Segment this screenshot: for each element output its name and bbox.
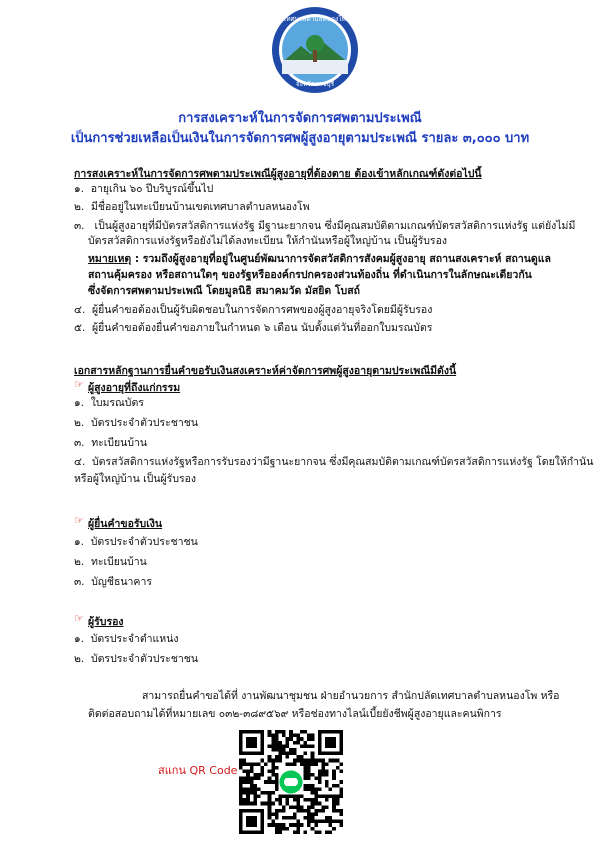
certifier-item-2: ๒. บัตรประจำตัวประชาชน — [74, 653, 199, 665]
deceased-item-2: ๒. บัตรประจำตัวประชาชน — [74, 417, 199, 429]
qr-code[interactable] — [239, 730, 343, 834]
criteria-item-1: ๑. อายุเกิน ๖๐ ปีบริบูรณ์ขึ้นไป — [74, 183, 214, 195]
documents-heading: เอกสารหลักฐานการยื่นคำขอรับเงินสงเคราะห์ค่าจัดการศพผู้สูงอายุตามประเพณีมีดังนี้ — [74, 365, 457, 377]
title-line-2: เป็นการช่วยเหลือเป็นเงินในการจัดการศพผู้สูงอายุตามประเพณี รายละ ๓,๐๐๐ บาท — [70, 131, 530, 146]
deceased-item-3: ๓. ทะเบียนบ้าน — [74, 437, 148, 449]
contact-line-1: สามารถยื่นคำขอได้ที่ งานพัฒนาชุมชน ฝ่ายอำนวยการ สำนักปลัดเทศบาลตำบลหนองโพ หรือ — [142, 690, 560, 702]
applicant-item-1: ๑. บัตรประจำตัวประชาชน — [74, 536, 198, 548]
seal-bottom-text: จังหวัดราชบุรี — [295, 80, 335, 88]
deceased-label: ผู้สูงอายุที่ถึงแก่กรรม — [88, 382, 181, 394]
seal-top-text: เทศบาลตำบลหนองโพ — [284, 15, 346, 23]
criteria-heading: การสงเคราะห์ในการจัดการศพตามประเพณีผู้สูงอายุที่ต้องตาย ต้องเข้าหลักเกณฑ์ดังต่อไปนี้ — [74, 168, 482, 180]
note-line-2: สถานคุ้มครอง หรือสถานใดๆ ของรัฐหรือองค์กรปกครองส่วนท้องถิ่น ที่ดำเนินการในลักษณะเดียวกัน — [88, 269, 532, 281]
applicant-item-3: ๓. บัญชีธนาคาร — [74, 576, 152, 588]
criteria-item-3: ๓. เป็นผู้สูงอายุที่มีบัตรสวัสดิการแห่งรัฐ มีฐานะยากจน ซึ่งมีคุณสมบัติตามเกณฑ์บัตรสวัสดิการแห่งรัฐ แต่ยังไม่มี — [74, 220, 576, 232]
contact-line-2: ติดต่อสอบถามได้ที่หมายเลข ๐๓๒-๓๘๙๕๖๙ หรือช่องทางไลน์เบี้ยยังชีพผู้สูงอายุและคนพิการ — [88, 708, 502, 720]
qr-label: สแกน QR Code — [158, 764, 238, 777]
applicant-label: ผู้ยื่นคำขอรับเงิน — [88, 518, 163, 530]
note-line-3: ซึ่งจัดการศพตามประเพณี โดยมูลนิธิ สมาคมวัด มัสยิด โบสถ์ — [88, 285, 360, 297]
applicant-item-2: ๒. ทะเบียนบ้าน — [74, 556, 147, 568]
certifier-item-1: ๑. บัตรประจำตำแหน่ง — [74, 633, 179, 645]
criteria-item-5: ๕. ผู้ยื่นคำขอต้องยื่นคำขอภายในกำหนด ๖ เดือน นับตั้งแต่วันที่ออกใบมรณบัตร — [74, 322, 433, 334]
deceased-item-4: ๔. บัตรสวัสดิการแห่งรัฐหรือการรับรองว่ามีฐานะยากจน ซึ่งมีคุณสมบัติตามเกณฑ์บัตรสวัสดิการแห่งรัฐ โดยให้กำนัน — [74, 456, 594, 468]
criteria-item-2: ๒. มีชื่ออยู่ในทะเบียนบ้านเขตเทศบาลตำบลหนองโพ — [74, 201, 310, 213]
deceased-item-1: ๑. ใบมรณบัตร — [74, 397, 144, 409]
note-label: หมายเหตุ — [88, 253, 132, 265]
certifier-label: ผู้รับรอง — [88, 616, 124, 628]
municipality-seal — [271, 6, 359, 94]
note-line-1: หมายเหตุ : รวมถึงผู้สูงอายุที่อยู่ในศูนย์พัฒนาการจัดสวัสดิการสังคมผู้สูงอายุ สถานสงเคราะห์ สถานดูแล — [88, 253, 551, 265]
criteria-item-3-cont: บัตรสวัสดิการแห่งรัฐหรือยังไม่ได้ลงทะเบียน ให้กำนันหรือผู้ใหญ่บ้าน เป็นผู้รับรอง — [88, 235, 447, 247]
pointing-hand-icon: ☞ — [74, 612, 84, 625]
criteria-item-4: ๔. ผู้ยื่นคำขอต้องเป็นผู้รับผิดชอบในการจัดการศพของผู้สูงอายุจริงโดยมีผู้รับรอง — [74, 304, 433, 316]
pointing-hand-icon: ☞ — [74, 514, 84, 527]
deceased-item-4-cont: หรือผู้ใหญ่บ้าน เป็นผู้รับรอง — [74, 473, 197, 485]
title-line-1: การสงเคราะห์ในการจัดการศพตามประเพณี — [178, 111, 422, 126]
pointing-hand-icon: ☞ — [74, 378, 84, 391]
